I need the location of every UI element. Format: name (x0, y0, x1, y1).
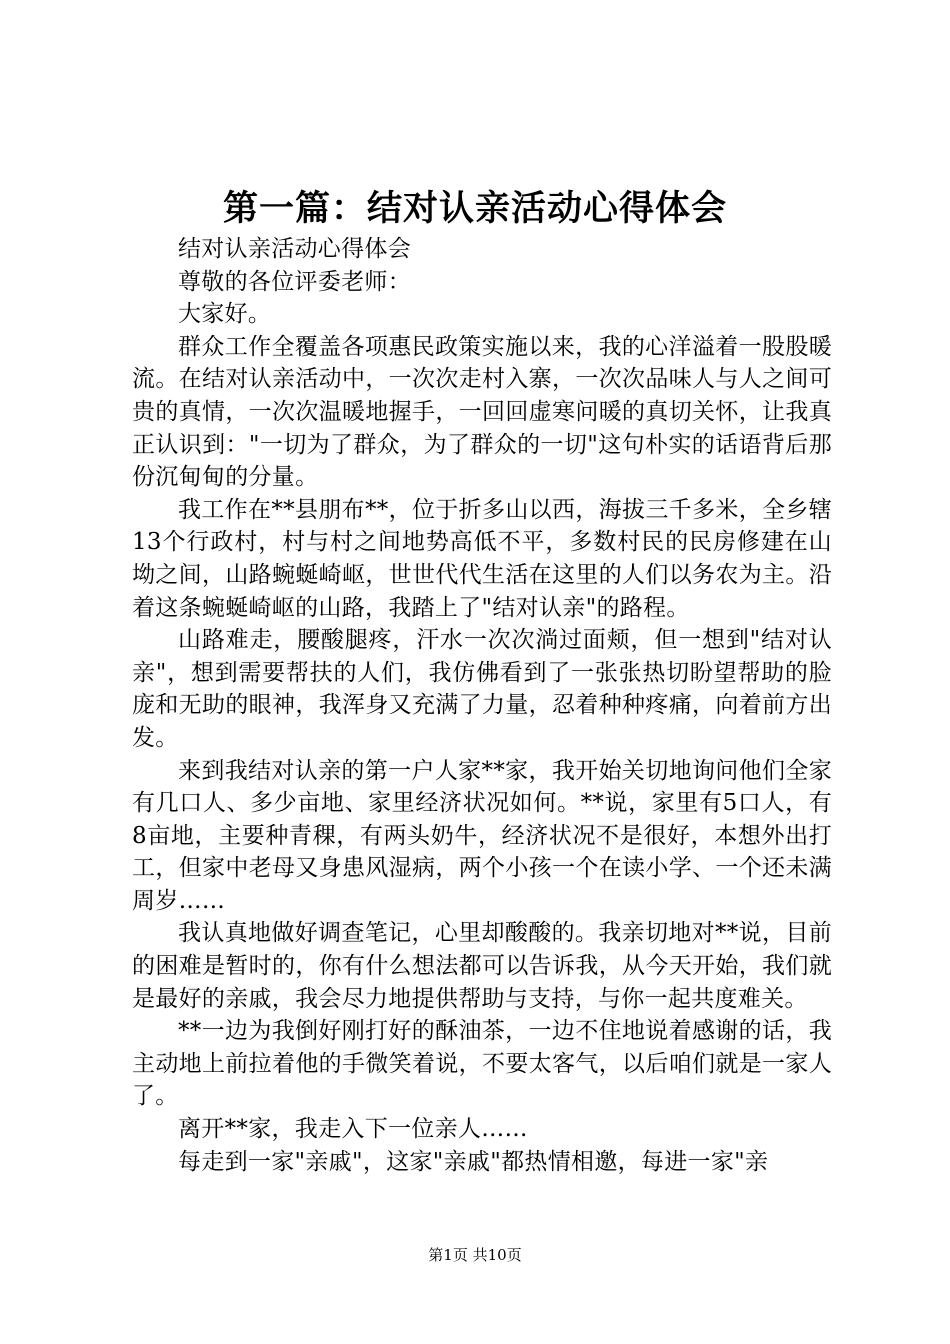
paragraph: 我认真地做好调查笔记，心里却酸酸的。我亲切地对**说，目前的困难是暂时的，你有什么想法都可以告诉我，从今天开始，我们就是最好的亲戚，我会尽力地提供帮助与支持，与你一起共度难关。 (132, 920, 832, 1012)
paragraph-salutation: 尊敬的各位评委老师： (178, 268, 411, 295)
paragraph: 来到我结对认亲的第一户人家**家，我开始关切地询问他们全家有几口人、多少亩地、家里经济状况如何。**说，家里有5口人，有8亩地，主要种青稞，有两头奶牛，经济状况不是很好，本想外出打工，但家中老母又身患风湿病，两个小孩一个在读小学、一个还未满周岁…… (132, 757, 832, 914)
paragraph: 群众工作全覆盖各项惠民政策实施以来，我的心洋溢着一股股暖流。在结对认亲活动中，一次次走村入寨，一次次品味人与人之间可贵的真情，一次次温暖地握手，一回回虚寒问暖的真切关怀，让我真正认识到："一切为了群众，为了群众的一切"这句朴实的话语背后那份沉甸甸的分量。 (132, 333, 832, 491)
paragraph: 山路难走，腰酸腿疼，汗水一次次淌过面颊，但一想到"结对认亲"，想到需要帮扶的人们，我仿佛看到了一张张热切盼望帮助的脸庞和无助的眼神，我浑身又充满了力量，忍着种种疼痛，向着前方出发。 (132, 627, 832, 751)
paragraph-subtitle: 结对认亲活动心得体会 (178, 236, 411, 262)
page-number-footer: 第1页 共10页 (428, 1246, 522, 1264)
paragraph: 我工作在**县朋布**，位于折多山以西，海拔三千多米，全乡辖13个行政村，村与村之间地势高低不平，多数村民的民房修建在山坳之间，山路蜿蜒崎岖，世世代代生活在这里的人们以务农为主。沿着这条蜿蜒崎岖的山路，我踏上了"结对认亲"的路程。 (132, 496, 832, 621)
document-title: 第一篇：结对认亲活动心得体会 (222, 189, 727, 229)
paragraph: 离开**家，我走入下一位亲人…… (178, 1116, 528, 1143)
paragraph: 每走到一家"亲戚"，这家"亲戚"都热情相邀，每进一家"亲 (178, 1148, 769, 1175)
paragraph: **一边为我倒好刚打好的酥油茶，一边不住地说着感谢的话，我主动地上前拉着他的手微笑着说，不要太客气，以后咱们就是一家人了。 (132, 1018, 832, 1110)
document-body (132, 233, 832, 1178)
paragraph-greeting: 大家好。 (178, 301, 272, 328)
